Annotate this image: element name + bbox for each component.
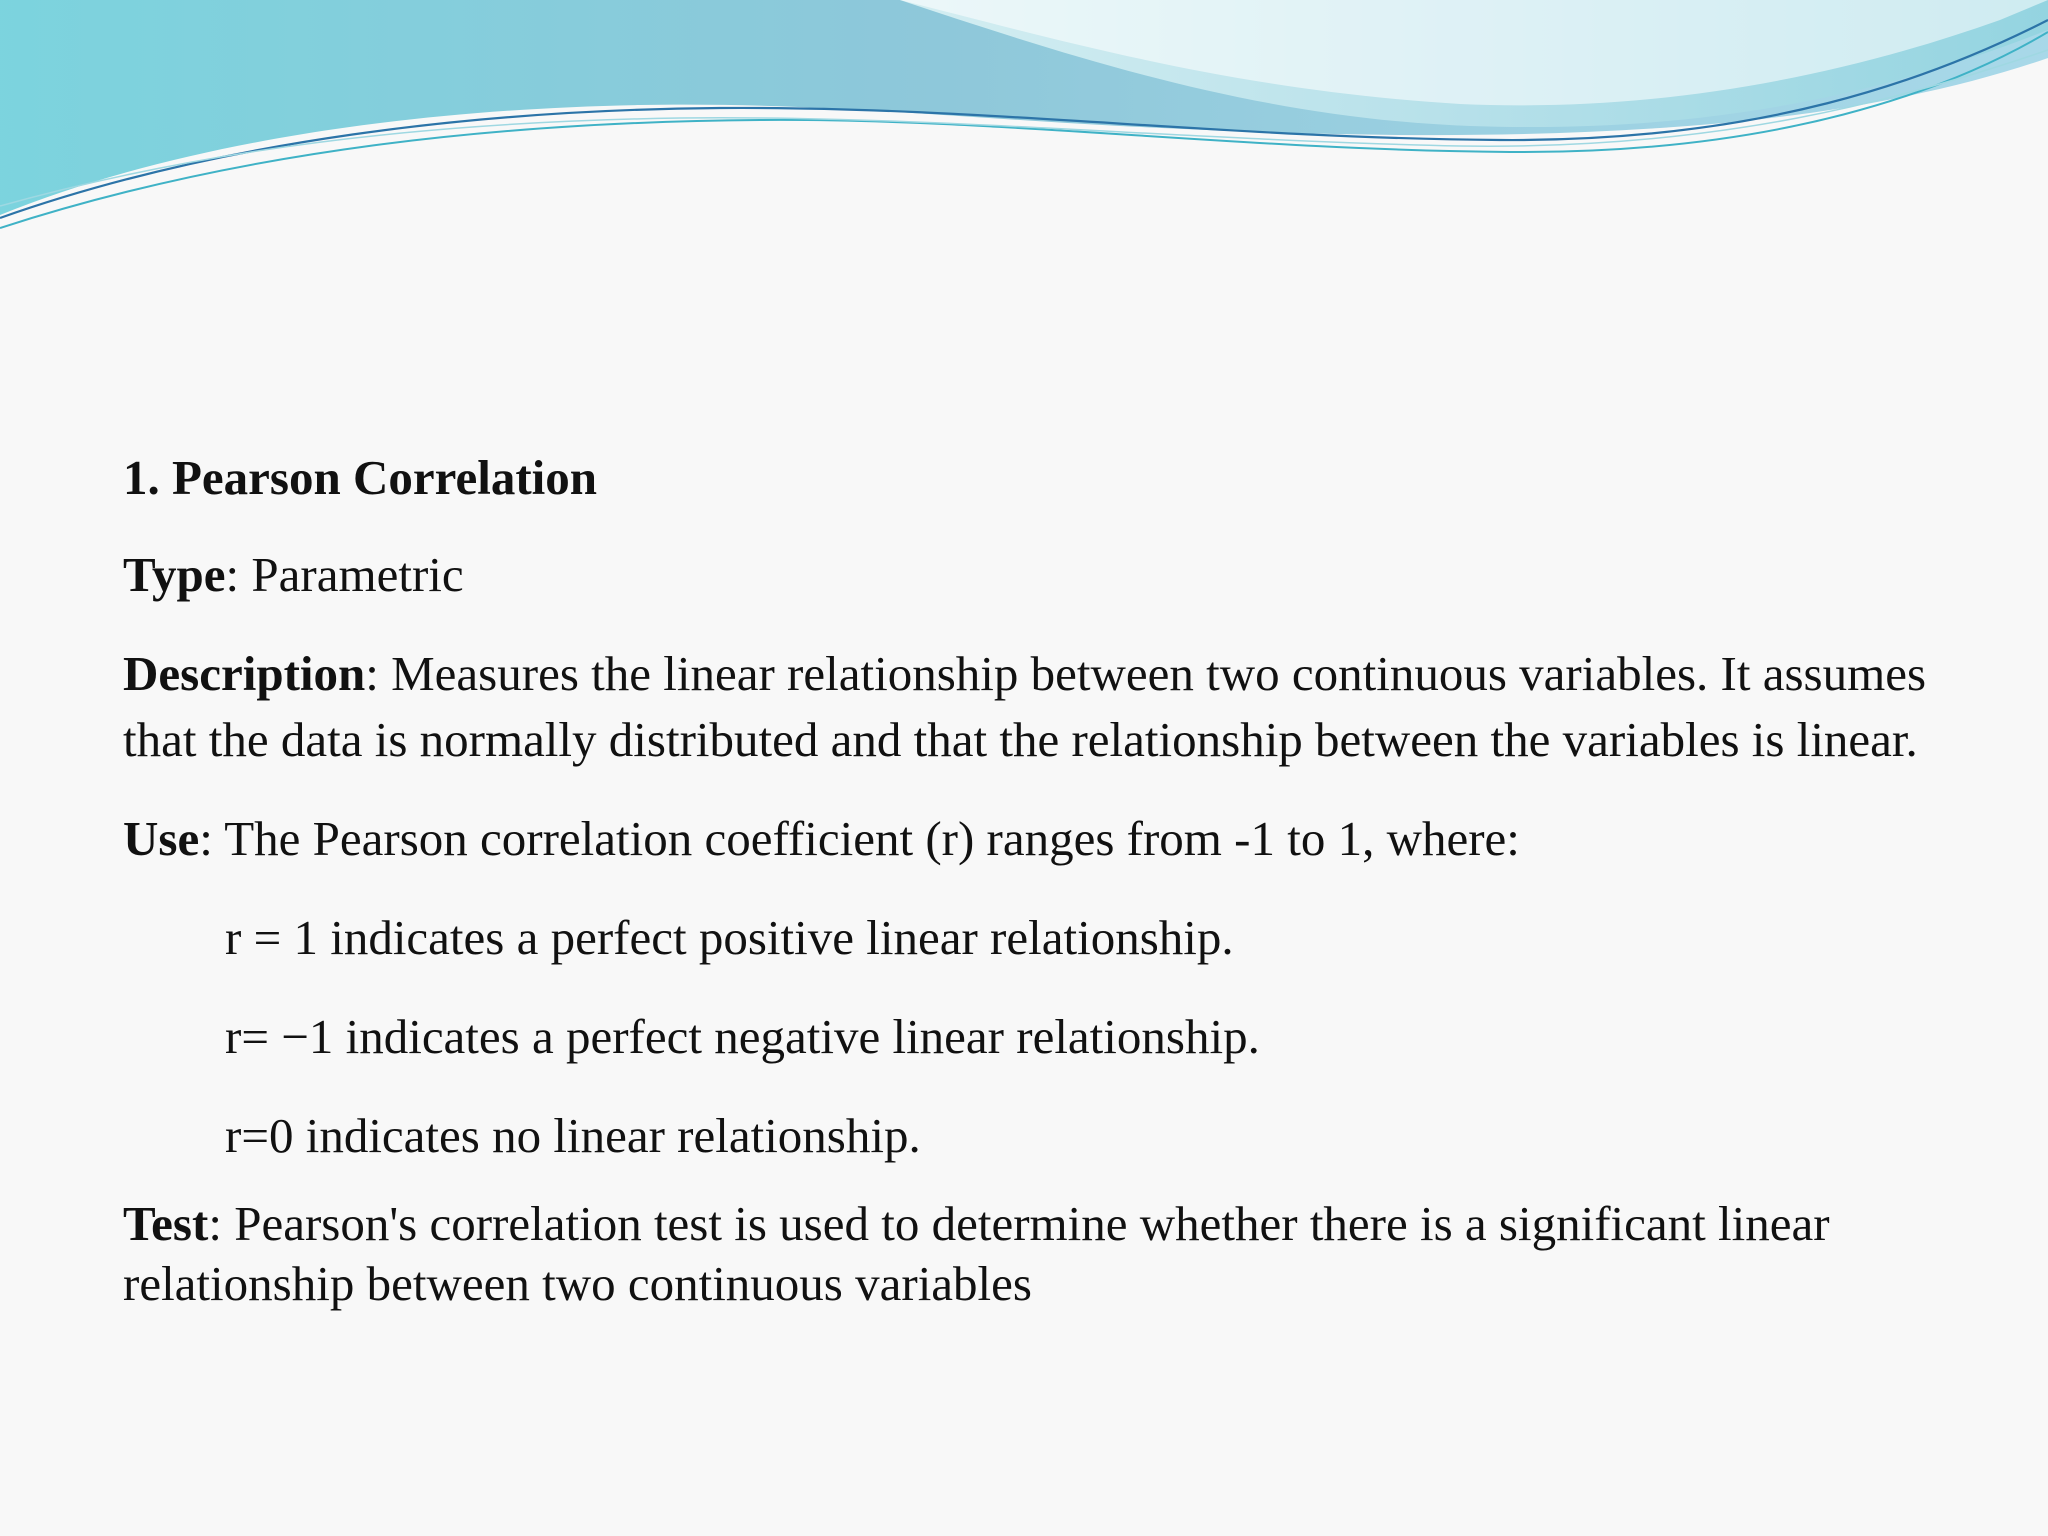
- test-paragraph: [123, 1194, 1943, 1314]
- use-label: Use: [123, 811, 200, 866]
- decorative-wave-header: [0, 0, 2048, 240]
- use-text: : The Pearson correlation coefficient (r) ranges from -1 to 1, where:: [199, 811, 1520, 866]
- use-item-zero: r=0 indicates no linear relationship.: [225, 1108, 921, 1163]
- use-item-positive: r = 1 indicates a perfect positive linear relationship.: [225, 910, 1234, 965]
- description-paragraph: [123, 641, 1943, 773]
- type-text: : Parametric: [225, 547, 464, 602]
- type-label: Type: [123, 547, 226, 602]
- description-text: : Measures the linear relationship between two continuous variables. It assumes that the data is normally distributed and that the relationship between the variables is linear.: [123, 646, 1927, 767]
- use-paragraph: [123, 806, 1943, 872]
- test-label: Test: [123, 1196, 209, 1251]
- use-item-negative: r= −1 indicates a perfect negative linear relationship.: [225, 1009, 1260, 1064]
- section-heading: 1. Pearson Correlation: [123, 450, 598, 505]
- description-label: Description: [123, 646, 366, 701]
- slide-content: [123, 445, 1943, 1347]
- type-paragraph: [123, 542, 1943, 608]
- test-text: : Pearson's correlation test is used to determine whether there is a significant linear relationship between two continuous variables: [123, 1196, 1830, 1311]
